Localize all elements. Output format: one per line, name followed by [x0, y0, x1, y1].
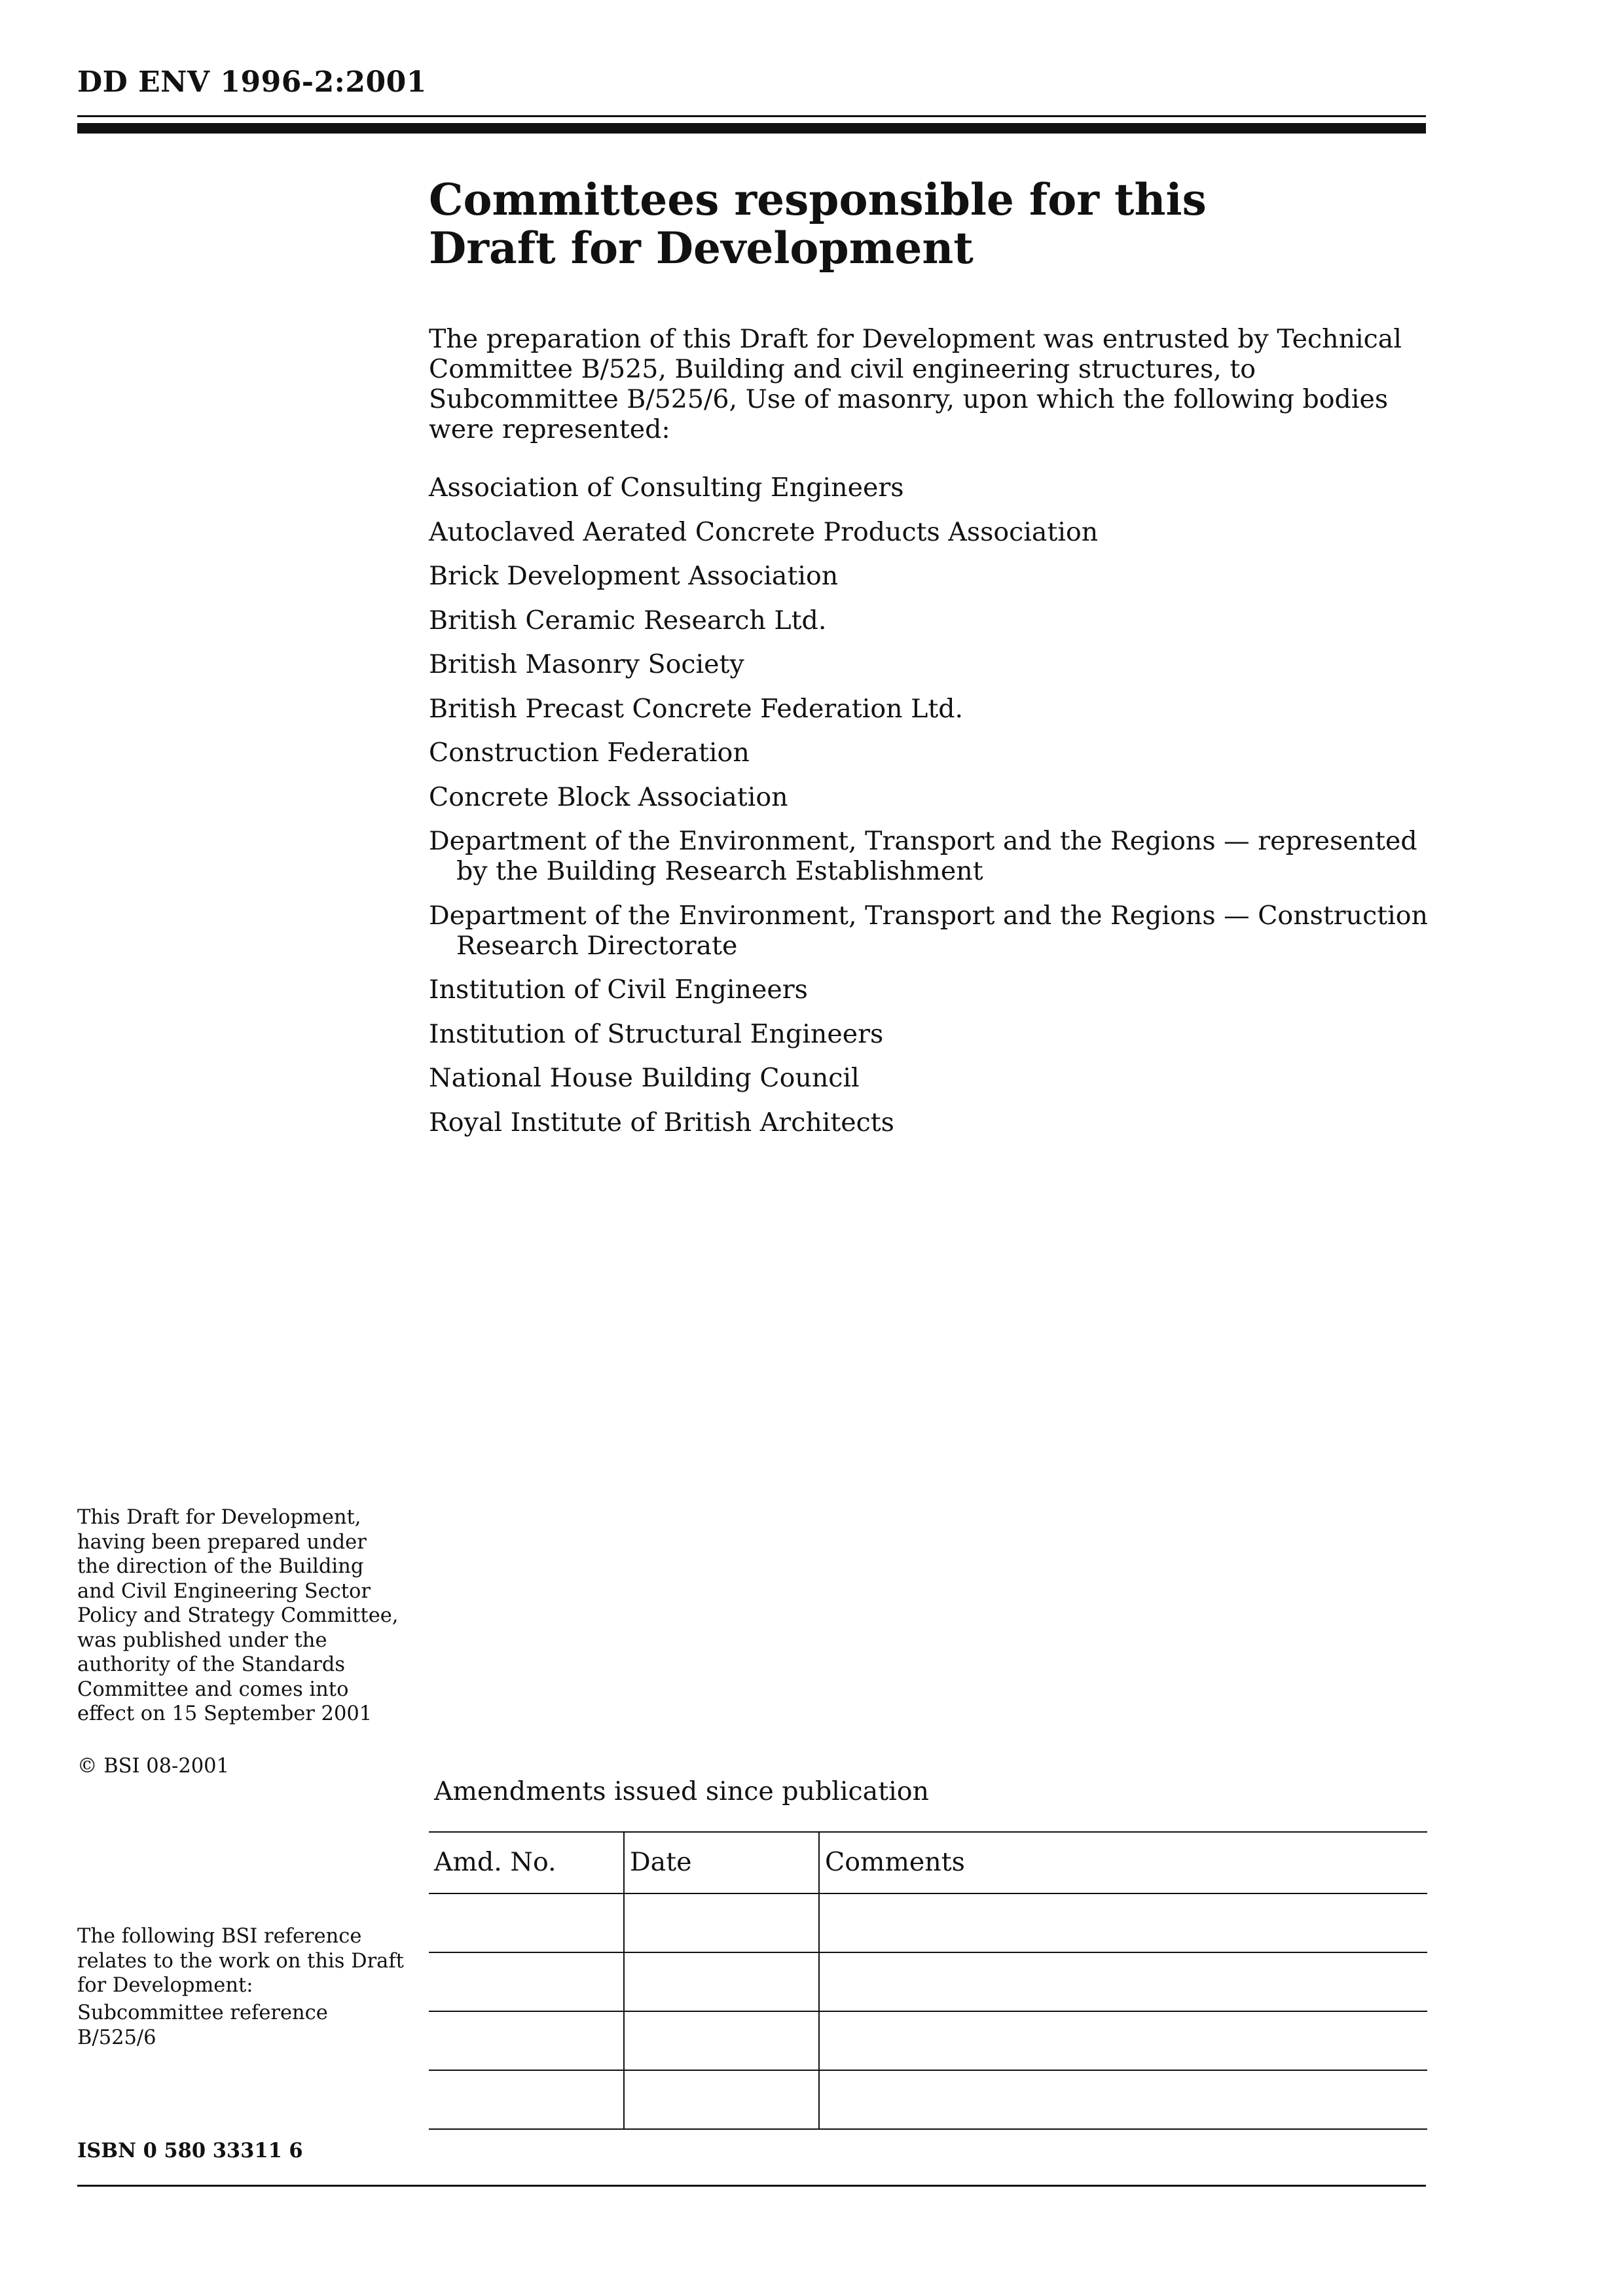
- table-row: [429, 1952, 1427, 2011]
- list-item: Brick Development Association: [429, 561, 839, 591]
- table-header-row: [429, 1832, 1427, 1893]
- list-item: Concrete Block Association: [429, 781, 788, 812]
- table-cell: [429, 2011, 624, 2070]
- table-cell: [429, 2070, 624, 2129]
- list-item: Association of Consulting Engineers: [429, 473, 904, 503]
- list-item: Department of the Environment, Transport and the Regions — represented by the Building Research Establishment: [429, 826, 1417, 886]
- isbn: ISBN 0 580 33311 6: [77, 2139, 303, 2162]
- table-cell: [624, 2070, 819, 2129]
- footer-rule: [77, 2185, 1426, 2187]
- table-cell: [624, 1893, 819, 1952]
- list-item: Institution of Structural Engineers: [429, 1018, 884, 1049]
- subcommittee-reference: Subcommittee reference B/525/6: [77, 2001, 328, 2049]
- table-cell: [624, 2011, 819, 2070]
- amendments-caption: Amendments issued since publication: [434, 1776, 929, 1806]
- list-item: British Ceramic Research Ltd.: [429, 605, 827, 636]
- header-rule-thick: [77, 123, 1426, 134]
- amendments-table: [429, 1831, 1427, 2130]
- list-item: Institution of Civil Engineers: [429, 975, 808, 1005]
- document-id: DD ENV 1996-2:2001: [77, 65, 427, 99]
- header-rule-thin: [77, 115, 1426, 117]
- table-cell: [429, 1893, 624, 1952]
- column-header: Comments: [819, 1832, 1427, 1893]
- list-item: British Masonry Society: [429, 649, 744, 679]
- intro-paragraph: The preparation of this Draft for Development was entrusted by Technical Committee B/525, Building and civil engineering structures, to Subcommittee B/525/6, Use of masonry, upon which the following bodies were represented:: [429, 324, 1402, 444]
- table-cell: [429, 1952, 624, 2011]
- list-item: Department of the Environment, Transport and the Regions — Construction Research Directorate: [429, 900, 1428, 961]
- reference-note: The following BSI reference relates to the work on this Draft for Development:: [77, 1925, 404, 1997]
- publication-note: This Draft for Development, having been prepared under the direction of the Building and Civil Engineering Sector Policy and Strategy Committee, was published under the authority of the Standards Committee and comes into effect on 15 September 2001: [77, 1506, 399, 1725]
- title-line-1: Committees responsible for this: [429, 174, 1207, 225]
- table-cell: [819, 1952, 1427, 2011]
- copyright-note: © BSI 08-2001: [77, 1755, 229, 1778]
- table-row: [429, 2070, 1427, 2129]
- table-cell: [819, 1893, 1427, 1952]
- table-cell: [624, 1952, 819, 2011]
- page-title: [429, 175, 1424, 272]
- table-cell: [819, 2011, 1427, 2070]
- list-item: National House Building Council: [429, 1063, 860, 1093]
- table-cell: [819, 2070, 1427, 2129]
- column-header: Date: [624, 1832, 819, 1893]
- list-item: Construction Federation: [429, 738, 750, 768]
- table-row: [429, 2011, 1427, 2070]
- title-line-2: Draft for Development: [429, 223, 974, 274]
- list-item: Royal Institute of British Architects: [429, 1107, 894, 1138]
- list-item: Autoclaved Aerated Concrete Products Association: [429, 516, 1099, 547]
- table-row: [429, 1893, 1427, 1952]
- list-item: British Precast Concrete Federation Ltd.: [429, 693, 964, 724]
- column-header: Amd. No.: [429, 1832, 624, 1893]
- represented-bodies-list: [429, 473, 1437, 1151]
